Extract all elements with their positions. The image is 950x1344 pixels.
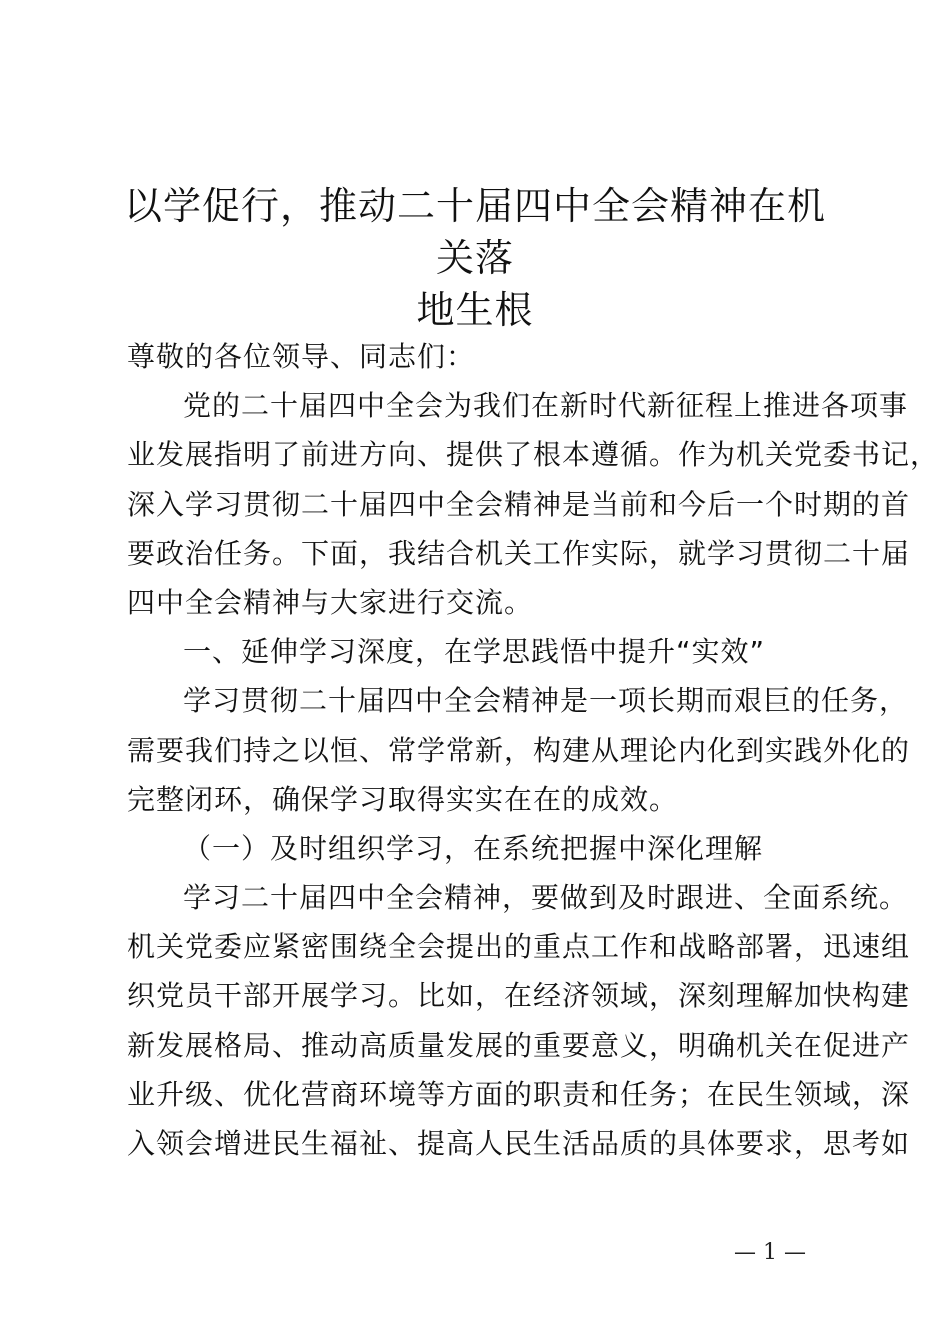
paragraph-1-line: 四中全会精神与大家进行交流。	[127, 585, 534, 619]
paragraph-3-line: 业升级、优化营商环境等方面的职责和任务；在民生领域，深	[127, 1077, 911, 1111]
paragraph-3-line: 机关党委应紧密围绕全会提出的重点工作和战略部署，迅速组	[127, 930, 911, 964]
paragraph-1-line: 要政治任务。下面，我结合机关工作实际，就学习贯彻二十届	[127, 536, 911, 570]
paragraph-1-line: 深入学习贯彻二十届四中全会精神是当前和今后一个时期的首	[127, 487, 911, 521]
paragraph-3-line: 织党员干部开展学习。比如，在经济领域，深刻理解加快构建	[127, 979, 911, 1013]
document-title	[110, 180, 840, 336]
page-number: — 1 —	[734, 1240, 806, 1265]
salutation: 尊敬的各位领导、同志们：	[127, 340, 476, 373]
paragraph-3-line: 新发展格局、推动高质量发展的重要意义，明确机关在促进产	[127, 1028, 911, 1062]
paragraph-1-line: 党的二十届四中全会为我们在新时代新征程上推进各项事	[183, 389, 909, 423]
paragraph-3-line: 入领会增进民生福祉、提高人民生活品质的具体要求，思考如	[127, 1127, 911, 1160]
paragraph-1-line: 业发展指明了前进方向、提供了根本遵循。作为机关党委书记，	[127, 438, 940, 472]
section-heading-1: 一、延伸学习深度，在学思践悟中提升“实效”	[183, 635, 766, 669]
document-body	[127, 332, 940, 1168]
subsection-heading-1: （一）及时组织学习，在系统把握中深化理解	[183, 831, 764, 865]
title-line-1: 以学促行，推动二十届四中全会精神在机关落	[123, 184, 826, 280]
paragraph-2-line: 需要我们持之以恒、常学常新，构建从理论内化到实践外化的	[127, 733, 911, 767]
paragraph-2-line: 学习贯彻二十届四中全会精神是一项长期而艰巨的任务，	[183, 684, 909, 718]
paragraph-2-line: 完整闭环，确保学习取得实实在在的成效。	[127, 782, 679, 816]
title-line-2: 地生根	[416, 288, 534, 332]
paragraph-3-line: 学习二十届四中全会精神，要做到及时跟进、全面系统。	[183, 881, 909, 915]
